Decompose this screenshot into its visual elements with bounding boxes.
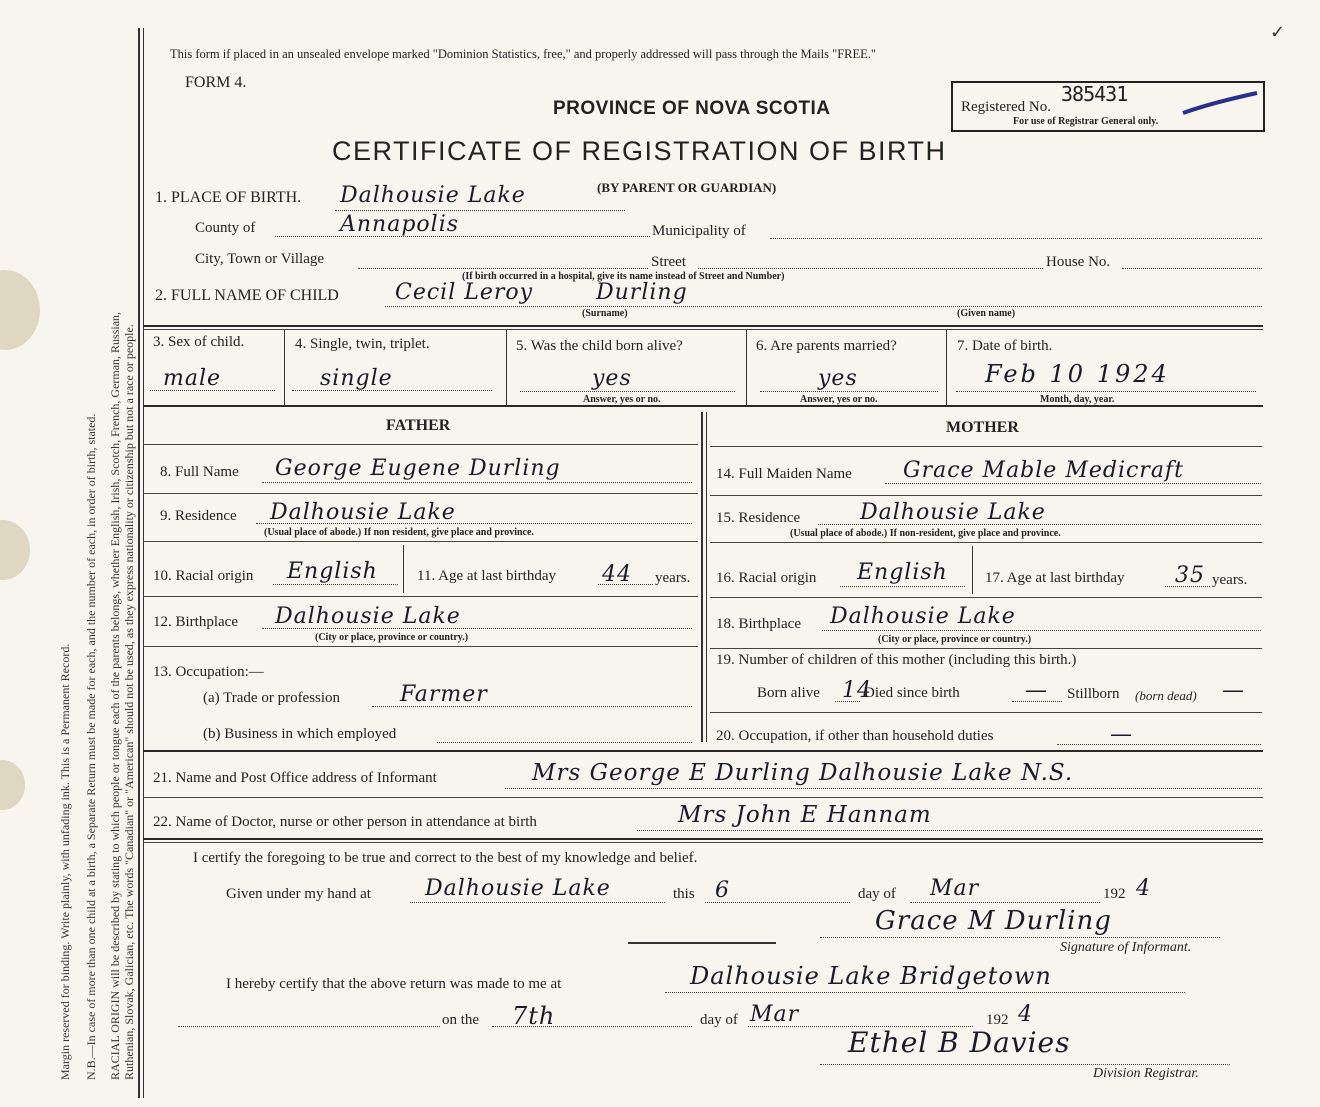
certificate-title: CERTIFICATE OF REGISTRATION OF BIRTH [332,136,947,166]
died-since-birth-dotted-line [1012,701,1062,702]
divider [710,712,1262,713]
margin-note-racial-origin-cont: Ruthenian, Slovak, Galician, etc. The words "Canadian" or "American" should not be used, as they express nationality or citizenship but not a race or people. [122,324,136,1080]
father-birthplace-label: 12. Birthplace [153,614,238,630]
father-residence-label: 9. Residence [160,508,237,524]
municipality-label: Municipality of [652,223,746,239]
mother-racial-value: English [857,560,948,585]
date-of-birth-value: Feb 10 1924 [985,360,1170,388]
divider [143,838,1263,840]
registrar-day-value: 7th [512,1002,556,1030]
father-birthplace-note: (City or place, province or country.) [315,632,469,643]
born-alive-label: 5. Was the child born alive? [516,338,683,354]
divider [710,495,1262,496]
cell-divider [403,545,404,593]
born-alive-count-value: 14 [842,678,872,703]
province-heading: PROVINCE OF NOVA SCOTIA [553,98,831,119]
divider [143,405,1263,407]
certify-month-dotted-line [910,902,1100,903]
doctor-value: Mrs John E Hannam [678,802,932,828]
on-the-label: on the [442,1012,480,1028]
column-divider [701,412,703,742]
divider [710,648,1262,649]
father-racial-dotted-line [273,584,398,585]
father-years-label: years. [655,570,691,586]
cell-divider [946,330,947,405]
cell-divider [972,546,973,594]
divider [710,446,1262,447]
mother-birthplace-value: Dalhousie Lake [830,604,1016,629]
mother-occupation-value: — [1110,722,1133,747]
registrar-year-prefix: 192 [986,1012,1009,1028]
parents-married-label: 6. Are parents married? [756,338,897,354]
stillborn-note: (born dead) [1135,688,1197,703]
father-trade-value: Farmer [400,682,488,707]
father-age-dotted-line [598,584,653,585]
form-number: FORM 4. [185,74,247,91]
street-dotted-line [698,268,1043,269]
cell-divider [506,330,507,405]
divider [143,797,1263,798]
child-given-name-value: Cecil Leroy [395,280,534,305]
mother-residence-note: (Usual place of abode.) If non-resident, give place and province. [790,528,1061,539]
father-residence-dotted-line [256,523,692,524]
county-value: Annapolis [340,212,460,237]
born-alive-count-label: Born alive [757,685,820,701]
registrar-place-dotted-line [665,992,1185,993]
informant-value: Mrs George E Durling Dalhousie Lake N.S. [532,760,1074,786]
born-alive-dotted-line [520,391,735,392]
house-no-label: House No. [1046,254,1111,270]
divider [143,750,1263,752]
informant-signature-label: Signature of Informant. [1060,940,1192,955]
certificate-subtitle: (BY PARENT OR GUARDIAN) [597,180,777,195]
date-of-birth-label: 7. Date of birth. [957,338,1053,354]
plurality-label: 4. Single, twin, triplet. [295,336,430,352]
mother-residence-value: Dalhousie Lake [860,500,1046,525]
registrar-year-suffix: 4 [1018,1002,1033,1027]
informant-signature-line [820,937,1220,938]
parents-married-note: Answer, yes or no. [800,394,878,405]
divider [143,541,698,542]
registrar-signature-line [820,1064,1230,1065]
mother-years-label: years. [1212,572,1248,588]
given-name-note: (Given name) [957,308,1016,319]
sex-label: 3. Sex of child. [153,334,245,350]
divider [143,444,698,445]
divider [143,329,1263,330]
registered-no-value: 385431 [1061,82,1128,106]
pen-check-mark [1181,89,1261,119]
plurality-dotted-line [292,390,492,391]
child-name-dotted-line [385,306,1262,307]
cell-divider [746,330,747,405]
father-business-label: (b) Business in which employed [203,726,397,742]
sex-dotted-line [150,390,275,391]
father-birthplace-dotted-line [262,628,692,629]
certify-year-suffix: 4 [1136,876,1151,901]
father-residence-note: (Usual place of abode.) If non resident, give place and province. [264,527,534,538]
paper-stain [0,520,30,580]
paper-stain [0,760,25,810]
date-of-birth-note: Month, day, year. [1040,394,1115,405]
registered-no-box [951,81,1265,132]
mother-birthplace-note: (City or place, province or country.) [878,634,1032,645]
registered-no-label: Registered No. [961,99,1051,115]
mother-name-dotted-line [885,483,1261,484]
informant-signature: Grace M Durling [875,906,1112,936]
father-age-label: 11. Age at last birthday [417,568,556,584]
mother-heading: MOTHER [946,419,1019,436]
child-name-label: 2. FULL NAME OF CHILD [155,287,339,304]
born-alive-value: yes [592,366,632,391]
street-label: Street [651,254,686,270]
mother-age-label: 17. Age at last birthday [985,570,1125,586]
registrar-leading-dotted-line [178,1026,440,1027]
registrar-statement: I hereby certify that the above return was made to me at [226,976,562,992]
father-name-dotted-line [262,482,692,483]
mother-name-value: Grace Mable Medicraft [903,458,1184,483]
divider [143,325,1263,327]
registrar-month-value: Mar [750,1002,800,1027]
died-since-birth-label: Died since birth [864,685,960,701]
born-alive-note: Answer, yes or no. [583,394,661,405]
margin-note-multiple-births: N.B.—In case of more than one child at a birth, a Separate Return must be made for each, and the number of each, in order of birth, stated. [84,413,98,1080]
doctor-dotted-line [637,830,1262,831]
certify-month-value: Mar [930,876,980,901]
margin-note-racial-origin: RACIAL ORIGIN will be described by stating to which people or tongue each of the parents belongs, whether English, Irish, Scotch, French, German, Russian, [108,311,122,1080]
place-dotted-line [335,210,625,211]
sex-value: male [163,366,222,391]
cell-divider [284,330,285,405]
father-residence-value: Dalhousie Lake [270,500,456,525]
father-business-dotted-line [437,742,692,743]
father-age-value: 44 [602,562,632,587]
divider [710,542,1262,543]
divider [710,597,1262,598]
registrar-place-value: Dalhousie Lake Bridgetown [690,962,1052,990]
child-surname-value: Durling [596,280,688,305]
given-place-dotted-line [410,902,665,903]
binding-border-inner [143,28,144,1098]
born-alive-count-dotted-line [835,701,860,702]
parents-married-value: yes [818,366,858,391]
father-name-label: 8. Full Name [160,464,239,480]
registrar-signature: Ethel B Davies [848,1026,1071,1059]
paper-stain [0,270,40,350]
mother-racial-dotted-line [840,586,965,587]
city-dotted-line [358,268,648,269]
divider [143,842,1263,843]
father-birthplace-value: Dalhousie Lake [275,604,461,629]
father-occupation-label: 13. Occupation:— [153,664,264,680]
mother-name-label: 14. Full Maiden Name [716,466,852,482]
county-dotted-line [275,236,650,237]
informant-label: 21. Name and Post Office address of Informant [153,770,437,786]
registrar-general-note: For use of Registrar General only. [1013,116,1159,127]
given-place-value: Dalhousie Lake [425,876,611,901]
date-dotted-line [956,391,1256,392]
mother-occupation-dotted-line [1057,744,1261,745]
binding-border [138,28,140,1098]
father-heading: FATHER [386,417,451,434]
place-of-birth-value: Dalhousie Lake [340,183,526,208]
column-divider [706,412,707,742]
mother-racial-label: 16. Racial origin [716,570,817,586]
mother-birthplace-label: 18. Birthplace [716,616,801,632]
father-name-value: George Eugene Durling [275,456,561,481]
father-trade-dotted-line [372,706,692,707]
house-dotted-line [1122,268,1262,269]
mother-occupation-label: 20. Occupation, if other than household duties [716,728,994,744]
mother-age-dotted-line [1165,586,1210,587]
city-label: City, Town or Village [195,251,325,267]
died-since-birth-value: — [1025,678,1048,703]
hospital-note: (If birth occurred in a hospital, give its name instead of Street and Number) [462,271,785,282]
mother-residence-label: 15. Residence [716,510,801,526]
mother-children-label: 19. Number of children of this mother (including this birth.) [716,652,1077,668]
stillborn-value: — [1222,678,1245,703]
corner-tick-mark: ✓ [1270,22,1286,43]
registrar-signature-label: Division Registrar. [1093,1066,1199,1081]
father-trade-label: (a) Trade or profession [203,690,341,706]
municipality-dotted-line [770,238,1262,239]
doctor-label: 22. Name of Doctor, nurse or other person in attendance at birth [153,814,537,830]
county-label: County of [195,220,256,236]
mother-residence-dotted-line [818,524,1261,525]
section-separator [628,942,776,944]
margin-note-binding: Margin reserved for binding. Write plainly, with unfading ink. This is a Permanent Record. [58,643,72,1080]
divider [143,646,698,647]
informant-dotted-line [505,788,1262,789]
certify-day-value: 6 [715,878,730,903]
plurality-value: single [320,366,393,391]
registrar-day-of-label: day of [700,1012,738,1028]
father-racial-label: 10. Racial origin [153,568,254,584]
stillborn-label: Stillborn [1067,686,1120,702]
mailing-notice: This form if placed in an unsealed envelope marked "Dominion Statistics, free," and properly addressed will pass through the Mails "FREE." [170,47,877,61]
father-racial-value: English [287,559,378,584]
given-under-hand-label: Given under my hand at [226,886,371,902]
certify-year-prefix: 192 [1103,886,1126,902]
parents-married-dotted-line [760,391,938,392]
divider [143,596,698,597]
certify-day-dotted-line [705,902,850,903]
surname-note: (Surname) [582,308,628,319]
mother-birthplace-dotted-line [822,630,1261,631]
mother-age-value: 35 [1175,563,1205,588]
place-of-birth-label: 1. PLACE OF BIRTH. [155,189,302,206]
divider [143,493,698,494]
certify-statement: I certify the foregoing to be true and correct to the best of my knowledge and belief. [193,850,698,866]
registrar-day-dotted-line [492,1026,692,1027]
certify-day-of-label: day of [858,886,896,902]
this-label: this [673,886,695,902]
